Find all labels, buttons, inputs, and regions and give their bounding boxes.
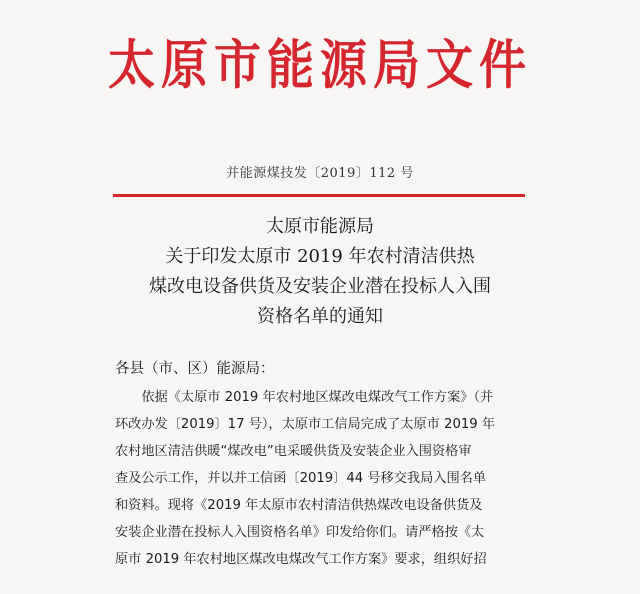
notice-title-line: 煤改电设备供货及安装企业潜在投标人入围 [149,276,491,297]
notice-title-line: 资格名单的通知 [257,306,383,327]
body-text [115,384,535,573]
red-divider [113,194,525,197]
body-line: 农村地区清洁供暖“煤改电”电采暖供货及安装企业入围资格审 [115,444,472,459]
body-line: 原市 2019 年农村地区煤改电煤改气工作方案》要求，组织好招 [115,552,487,567]
salutation: 各县（市、区）能源局： [115,361,275,377]
notice-title-line: 关于印发太原市 2019 年农村清洁供热 [165,246,475,267]
body-line: 依据《太原市 2019 年农村地区煤改电煤改气工作方案》（并 [115,390,494,405]
body-line: 安装企业潜在投标人入围资格名单》印发给你们。请严格按《太 [115,525,485,540]
document-number: 并能源煤技发〔2019〕112 号 [226,166,414,181]
issuer-header: 太原市能源局文件 [108,34,532,97]
body-line: 查及公示工作，并以并工信函〔2019〕44 号移交我局入围名单 [115,471,487,486]
body-line: 和资料。现将《2019 年太原市农村清洁供热煤改电设备供货及 [115,498,483,513]
body-line: 环改办发〔2019〕17 号），太原市工信局完成了太原市 2019 年 [115,417,496,432]
notice-title-line: 太原市能源局 [266,216,374,237]
notice-title [0,212,640,332]
